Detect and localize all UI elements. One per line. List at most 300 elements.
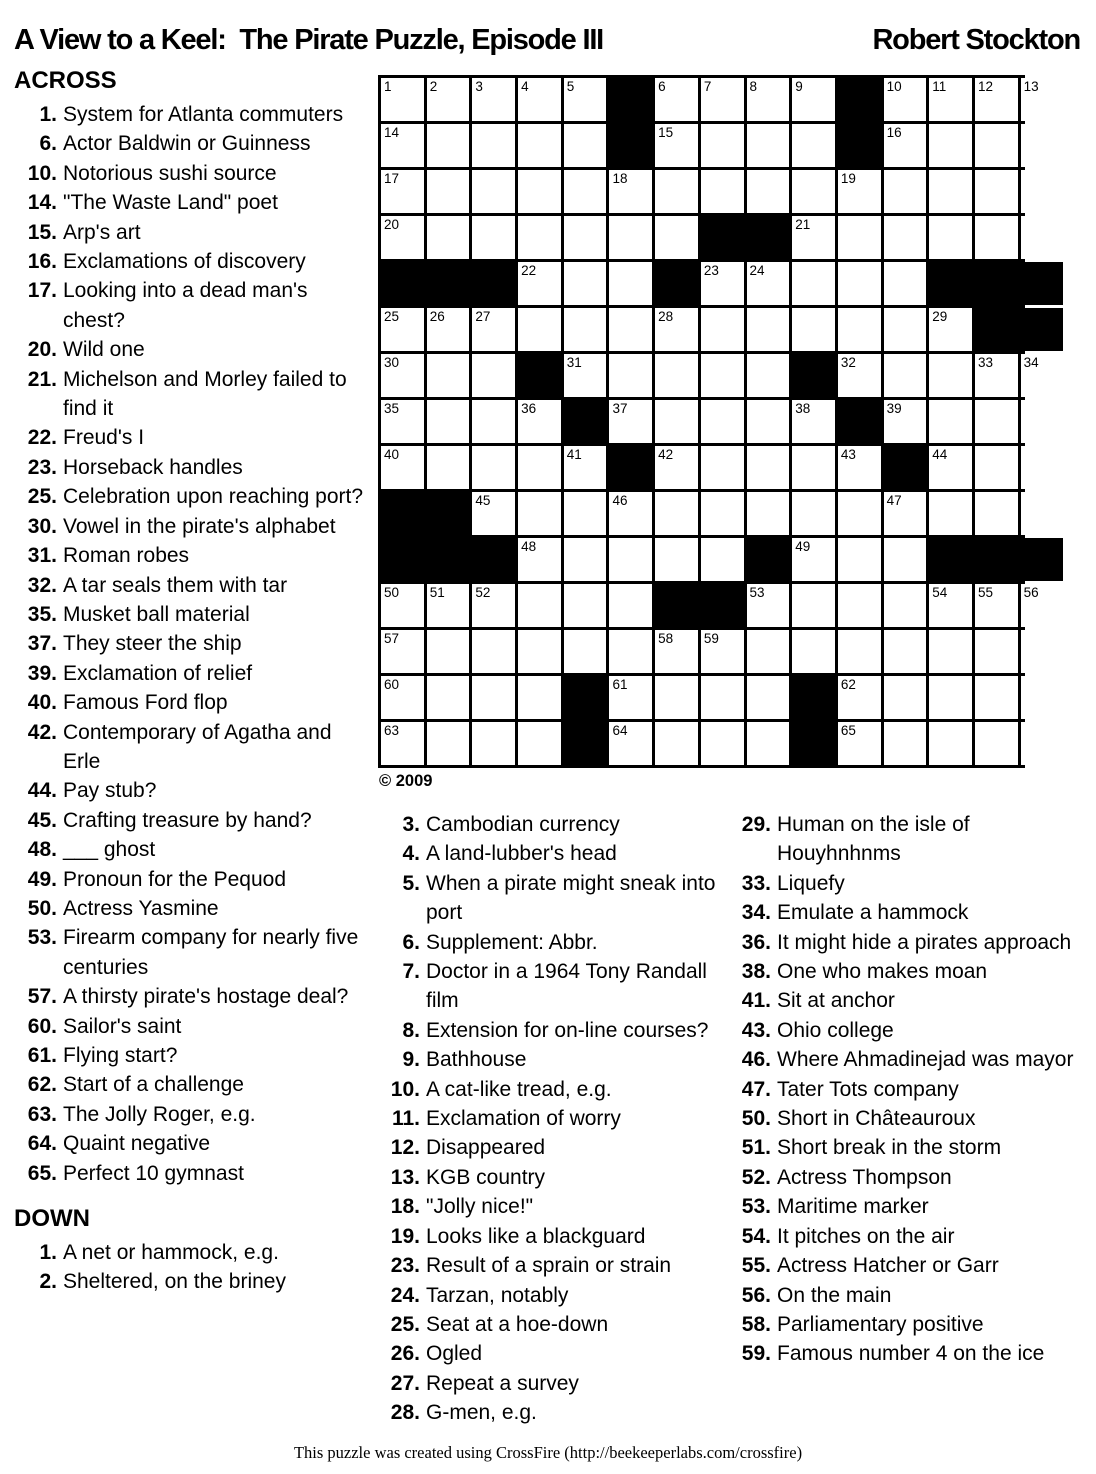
grid-cell bbox=[884, 124, 927, 167]
grid-cell-number: 33 bbox=[977, 355, 993, 370]
grid-cell bbox=[929, 400, 972, 443]
grid-cell-black bbox=[381, 492, 424, 535]
clue-number: 56. bbox=[741, 1283, 771, 1307]
grid-cell-black bbox=[564, 400, 607, 443]
grid-cell bbox=[975, 584, 1018, 627]
grid-cell bbox=[427, 78, 470, 121]
grid-cell bbox=[929, 630, 972, 673]
grid-cell bbox=[518, 584, 561, 627]
grid-cell-black bbox=[472, 262, 515, 305]
clue-number: 29. bbox=[741, 813, 771, 836]
grid-cell-number: 64 bbox=[612, 723, 628, 738]
clue-item bbox=[386, 1369, 718, 1398]
grid-cell bbox=[792, 170, 835, 213]
clue-text: Horseback handles bbox=[63, 455, 243, 479]
clue-text: Liquefy bbox=[777, 871, 845, 895]
grid-cell bbox=[518, 446, 561, 489]
clue-number: 60. bbox=[27, 1014, 57, 1038]
grid-cell bbox=[747, 170, 790, 213]
title-bar bbox=[14, 24, 1080, 57]
grid-cell bbox=[838, 722, 881, 765]
grid-cell bbox=[701, 354, 744, 397]
grid-cell bbox=[564, 584, 607, 627]
grid-cell bbox=[747, 78, 790, 121]
clue-text: Start of a challenge bbox=[63, 1073, 244, 1097]
grid-cell-black bbox=[564, 722, 607, 765]
clue-item bbox=[14, 100, 366, 129]
grid-cell bbox=[1021, 78, 1064, 121]
grid-cell bbox=[838, 492, 881, 535]
clue-item bbox=[14, 218, 366, 247]
clue-item bbox=[727, 898, 1083, 927]
grid-cell bbox=[1021, 354, 1064, 397]
grid-cell-number: 38 bbox=[795, 401, 811, 416]
clue-number: 31. bbox=[27, 544, 57, 568]
clue-number: 1. bbox=[39, 1241, 57, 1265]
grid-cell bbox=[472, 446, 515, 489]
clue-text: Famous number 4 on the ice bbox=[777, 1342, 1045, 1366]
grid-cell bbox=[975, 722, 1018, 765]
grid-cell bbox=[518, 722, 561, 765]
grid-cell bbox=[472, 216, 515, 259]
clue-item bbox=[386, 1192, 718, 1221]
clue-text: Extension for on-line courses? bbox=[426, 1018, 709, 1042]
clue-text: Actress Yasmine bbox=[63, 896, 219, 920]
clue-text: Short break in the storm bbox=[777, 1136, 1002, 1160]
clue-number: 59. bbox=[741, 1342, 771, 1366]
clue-number: 39. bbox=[27, 661, 57, 685]
grid-cell bbox=[884, 538, 927, 581]
crossword-grid bbox=[378, 75, 1039, 768]
grid-cell-number: 10 bbox=[886, 79, 902, 94]
grid-cell bbox=[838, 354, 881, 397]
clue-item bbox=[386, 1045, 718, 1074]
grid-cell bbox=[1021, 170, 1064, 213]
grid-cell bbox=[472, 78, 515, 121]
clue-text: Repeat a survey bbox=[426, 1371, 579, 1395]
grid-cell-number: 13 bbox=[1023, 79, 1039, 94]
clue-number: 3. bbox=[402, 813, 420, 836]
grid-cell bbox=[518, 400, 561, 443]
grid-cell bbox=[1021, 676, 1064, 719]
clue-number: 28. bbox=[390, 1401, 420, 1425]
grid-cell-black bbox=[747, 538, 790, 581]
grid-cell bbox=[655, 722, 698, 765]
clue-item bbox=[386, 839, 718, 868]
grid-cell bbox=[518, 170, 561, 213]
clue-text: Pronoun for the Pequod bbox=[63, 867, 287, 891]
clue-number: 20. bbox=[27, 338, 57, 362]
clue-item bbox=[14, 1041, 366, 1070]
grid-cell-number: 54 bbox=[932, 585, 948, 600]
grid-cell-black bbox=[792, 722, 835, 765]
grid-cell bbox=[427, 124, 470, 167]
clue-item bbox=[14, 365, 366, 424]
clue-item bbox=[727, 810, 1083, 869]
clue-number: 11. bbox=[391, 1107, 420, 1131]
grid-cell-number: 3 bbox=[475, 79, 483, 94]
clue-text: Sheltered, on the briney bbox=[63, 1270, 286, 1294]
clue-text: Celebration upon reaching port? bbox=[63, 485, 364, 509]
grid-cell bbox=[838, 630, 881, 673]
clue-item bbox=[14, 335, 366, 364]
grid-cell bbox=[929, 216, 972, 259]
grid-cell bbox=[747, 630, 790, 673]
grid-cell-black bbox=[1021, 262, 1064, 305]
grid-cell-black bbox=[792, 354, 835, 397]
clue-text: Ogled bbox=[426, 1342, 483, 1366]
clue-text: Arp's art bbox=[63, 220, 141, 244]
clue-text: Sit at anchor bbox=[777, 989, 895, 1013]
grid-cell bbox=[884, 584, 927, 627]
grid-cell bbox=[838, 216, 881, 259]
grid-cell bbox=[609, 722, 652, 765]
clue-item bbox=[727, 1339, 1083, 1368]
clue-text: Freud's I bbox=[63, 426, 145, 450]
clue-number: 22. bbox=[27, 426, 57, 450]
clue-text: Famous Ford flop bbox=[63, 691, 228, 715]
clue-number: 50. bbox=[27, 896, 57, 920]
clue-item bbox=[386, 957, 718, 1016]
grid-cell bbox=[975, 446, 1018, 489]
grid-cell bbox=[564, 354, 607, 397]
grid-cell-number: 51 bbox=[429, 585, 445, 600]
grid-cell-number: 36 bbox=[521, 401, 537, 416]
grid-cell bbox=[564, 170, 607, 213]
clue-item bbox=[14, 923, 366, 982]
clue-text: Where Ahmadinejad was mayor bbox=[777, 1048, 1074, 1072]
clue-item bbox=[386, 1398, 718, 1427]
grid-cell bbox=[701, 676, 744, 719]
grid-cell bbox=[747, 676, 790, 719]
clue-text: It might hide a pirates approach bbox=[777, 930, 1072, 954]
grid-cell-black bbox=[929, 262, 972, 305]
clue-number: 43. bbox=[741, 1018, 771, 1042]
grid-cell bbox=[472, 722, 515, 765]
clue-item bbox=[14, 982, 366, 1011]
grid-cell-number: 34 bbox=[1023, 355, 1039, 370]
grid-cell-number: 23 bbox=[703, 263, 719, 278]
grid-cell bbox=[655, 538, 698, 581]
grid-cell bbox=[1021, 584, 1064, 627]
grid-cell bbox=[1021, 492, 1064, 535]
clue-item bbox=[14, 188, 366, 217]
clue-text: Looks like a blackguard bbox=[426, 1224, 646, 1248]
grid-cell bbox=[884, 78, 927, 121]
clue-number: 1. bbox=[39, 103, 57, 126]
clue-item bbox=[14, 835, 366, 864]
clue-number: 21. bbox=[27, 367, 57, 391]
clue-item bbox=[386, 1310, 718, 1339]
grid-cell bbox=[427, 216, 470, 259]
clue-text: Seat at a hoe-down bbox=[426, 1312, 609, 1336]
grid-cell bbox=[518, 124, 561, 167]
copyright-notice: © 2009 bbox=[379, 772, 433, 790]
grid-cell bbox=[381, 170, 424, 213]
grid-cell bbox=[747, 124, 790, 167]
clue-item bbox=[386, 1104, 718, 1133]
grid-cell-number: 6 bbox=[658, 79, 666, 94]
grid-cell-number: 27 bbox=[475, 309, 491, 324]
grid-cell-number: 2 bbox=[429, 79, 438, 94]
clue-text: Human on the isle of Houyhnhnms bbox=[777, 813, 970, 866]
clue-number: 10. bbox=[27, 161, 57, 185]
clue-number: 49. bbox=[27, 867, 57, 891]
clue-number: 19. bbox=[390, 1224, 420, 1248]
grid-cell bbox=[381, 400, 424, 443]
clue-text: "The Waste Land" poet bbox=[63, 191, 278, 215]
clue-number: 9. bbox=[402, 1048, 420, 1072]
clue-item bbox=[386, 1075, 718, 1104]
clue-text: It pitches on the air bbox=[777, 1224, 955, 1248]
grid-cell bbox=[792, 630, 835, 673]
clue-item bbox=[727, 1192, 1083, 1221]
across-header: ACROSS bbox=[14, 67, 117, 94]
clue-text: Exclamations of discovery bbox=[63, 250, 306, 274]
grid-cell bbox=[427, 722, 470, 765]
clue-text: "Jolly nice!" bbox=[426, 1195, 534, 1219]
clue-number: 2. bbox=[39, 1270, 57, 1294]
clue-text: Roman robes bbox=[63, 544, 190, 568]
grid-cell bbox=[472, 630, 515, 673]
clue-item bbox=[14, 600, 366, 629]
grid-cell-number: 14 bbox=[384, 125, 400, 140]
grid-cell bbox=[929, 308, 972, 351]
clue-number: 7. bbox=[402, 960, 420, 984]
grid-cell bbox=[1021, 216, 1064, 259]
grid-cell-number: 18 bbox=[612, 171, 628, 186]
grid-cell bbox=[792, 262, 835, 305]
grid-cell-black bbox=[609, 124, 652, 167]
grid-cell-black bbox=[975, 538, 1018, 581]
grid-cell-black bbox=[701, 216, 744, 259]
grid-cell-number: 39 bbox=[886, 401, 902, 416]
clue-text: A thirsty pirate's hostage deal? bbox=[63, 985, 349, 1009]
grid-cell-number: 17 bbox=[384, 171, 400, 186]
grid-cell bbox=[701, 78, 744, 121]
clue-item bbox=[386, 1133, 718, 1162]
clue-item bbox=[14, 776, 366, 805]
grid-cell bbox=[381, 124, 424, 167]
clue-number: 34. bbox=[741, 901, 771, 925]
clue-text: One who makes moan bbox=[777, 960, 988, 984]
clue-number: 36. bbox=[741, 930, 771, 954]
grid-cell bbox=[427, 446, 470, 489]
grid-cell-number: 62 bbox=[840, 677, 856, 692]
grid-cell bbox=[655, 354, 698, 397]
grid-cell bbox=[838, 538, 881, 581]
clue-number: 13. bbox=[390, 1165, 420, 1189]
clue-number: 6. bbox=[39, 132, 57, 156]
grid-cell bbox=[564, 630, 607, 673]
grid-cell bbox=[655, 124, 698, 167]
clue-text: KGB country bbox=[426, 1165, 546, 1189]
grid-cell bbox=[747, 354, 790, 397]
grid-cell-number: 9 bbox=[795, 79, 803, 94]
grid-cell bbox=[655, 492, 698, 535]
grid-cell bbox=[655, 630, 698, 673]
grid-cell bbox=[701, 538, 744, 581]
grid-cell bbox=[609, 354, 652, 397]
grid-cell bbox=[701, 446, 744, 489]
grid-cell-number: 59 bbox=[703, 631, 719, 646]
clue-number: 23. bbox=[390, 1254, 420, 1278]
clue-text: Result of a sprain or strain bbox=[426, 1254, 672, 1278]
clue-number: 54. bbox=[741, 1224, 771, 1248]
grid-cell bbox=[701, 170, 744, 213]
clue-item bbox=[386, 869, 718, 928]
grid-cell bbox=[518, 308, 561, 351]
grid-cell bbox=[472, 124, 515, 167]
grid-cell bbox=[564, 446, 607, 489]
grid-cell-number: 65 bbox=[840, 723, 856, 738]
clue-text: Sailor's saint bbox=[63, 1014, 182, 1038]
clue-item bbox=[14, 1267, 366, 1296]
grid-cell-number: 56 bbox=[1023, 585, 1039, 600]
grid-cell-black bbox=[838, 78, 881, 121]
clue-item bbox=[727, 869, 1083, 898]
clue-text: A net or hammock, e.g. bbox=[63, 1241, 279, 1265]
clue-text: Supplement: Abbr. bbox=[426, 930, 598, 954]
grid-cell bbox=[609, 216, 652, 259]
grid-cell-number: 45 bbox=[475, 493, 491, 508]
clue-item bbox=[727, 1163, 1083, 1192]
grid-cell bbox=[427, 354, 470, 397]
clue-item bbox=[14, 1238, 366, 1267]
clue-item bbox=[386, 1281, 718, 1310]
grid-cell-black bbox=[472, 538, 515, 581]
grid-cell-number: 31 bbox=[566, 355, 582, 370]
grid-cell-number: 55 bbox=[977, 585, 993, 600]
grid-cell bbox=[701, 124, 744, 167]
grid-cell bbox=[975, 492, 1018, 535]
clue-item bbox=[14, 1070, 366, 1099]
grid-cell-number: 63 bbox=[384, 723, 400, 738]
clue-text: Flying start? bbox=[63, 1044, 178, 1067]
grid-cell-black bbox=[701, 584, 744, 627]
grid-cell-number: 11 bbox=[932, 79, 947, 94]
clue-number: 41. bbox=[741, 989, 771, 1013]
clue-text: Disappeared bbox=[426, 1136, 546, 1160]
grid-cell bbox=[427, 676, 470, 719]
grid-cell-black bbox=[838, 400, 881, 443]
clue-number: 16. bbox=[27, 250, 57, 274]
grid-cell bbox=[1021, 630, 1064, 673]
grid-cell bbox=[655, 446, 698, 489]
grid-cell-black bbox=[609, 78, 652, 121]
clue-number: 15. bbox=[27, 220, 57, 244]
grid-cell-number: 5 bbox=[566, 79, 575, 94]
grid-cell bbox=[609, 630, 652, 673]
clue-number: 35. bbox=[27, 602, 57, 626]
clue-text: Actor Baldwin or Guinness bbox=[63, 132, 311, 156]
clue-text: They steer the ship bbox=[63, 632, 242, 656]
grid-cell bbox=[381, 78, 424, 121]
down-clue-column-3 bbox=[727, 806, 1083, 1369]
grid-cell bbox=[609, 308, 652, 351]
clue-text: Notorious sushi source bbox=[63, 161, 277, 185]
grid-cell-number: 30 bbox=[384, 355, 400, 370]
clue-text: ___ ghost bbox=[63, 838, 156, 862]
clue-text: When a pirate might sneak into port bbox=[426, 871, 716, 925]
grid-cell bbox=[747, 262, 790, 305]
grid-cell bbox=[1021, 446, 1064, 489]
grid-cell bbox=[792, 446, 835, 489]
grid-cell bbox=[975, 124, 1018, 167]
grid-cell bbox=[472, 584, 515, 627]
grid-cell bbox=[975, 676, 1018, 719]
grid-cell-number: 7 bbox=[703, 79, 712, 94]
grid-cell-black bbox=[655, 584, 698, 627]
grid-cell bbox=[518, 262, 561, 305]
grid-cell-number: 60 bbox=[384, 677, 400, 692]
puzzle-title: A View to a Keel: The Pirate Puzzle, Episode III bbox=[14, 24, 604, 56]
grid-cell bbox=[792, 308, 835, 351]
clue-number: 23. bbox=[27, 455, 57, 479]
grid-cell bbox=[884, 492, 927, 535]
clue-item bbox=[727, 1222, 1083, 1251]
grid-cell-black bbox=[518, 354, 561, 397]
grid-cell-number: 32 bbox=[840, 355, 856, 370]
grid-cell bbox=[975, 216, 1018, 259]
grid-cell-number: 46 bbox=[612, 493, 628, 508]
grid-cell bbox=[655, 78, 698, 121]
grid-cell bbox=[929, 78, 972, 121]
grid-cell-number: 20 bbox=[384, 217, 400, 232]
grid-cell bbox=[564, 538, 607, 581]
clue-text: Maritime marker bbox=[777, 1195, 929, 1219]
clue-number: 14. bbox=[27, 191, 57, 215]
clue-text: A tar seals them with tar bbox=[63, 573, 288, 597]
clue-text: Actress Hatcher or Garr bbox=[777, 1254, 999, 1278]
down-header: DOWN bbox=[14, 1205, 90, 1233]
clue-text: Michelson and Morley failed to find it bbox=[63, 367, 347, 421]
grid-cell-number: 35 bbox=[384, 401, 400, 416]
clue-number: 18. bbox=[390, 1195, 420, 1219]
grid-cell-black bbox=[975, 308, 1018, 351]
grid-cell-black bbox=[747, 216, 790, 259]
grid-cell bbox=[518, 630, 561, 673]
grid-cell bbox=[655, 308, 698, 351]
clue-number: 57. bbox=[27, 985, 57, 1009]
grid-cell bbox=[655, 216, 698, 259]
clue-item bbox=[386, 928, 718, 957]
grid-cell-black bbox=[792, 676, 835, 719]
grid-cell-black bbox=[884, 446, 927, 489]
grid-cell bbox=[472, 492, 515, 535]
clue-number: 65. bbox=[27, 1161, 57, 1185]
grid-cell bbox=[564, 124, 607, 167]
grid-cell bbox=[518, 216, 561, 259]
clue-item bbox=[14, 1159, 366, 1188]
grid-cell bbox=[701, 630, 744, 673]
grid-cell bbox=[381, 722, 424, 765]
grid-cell bbox=[701, 492, 744, 535]
clue-text: Bathhouse bbox=[426, 1048, 527, 1072]
clue-number: 58. bbox=[741, 1312, 771, 1336]
clue-item bbox=[386, 1016, 718, 1045]
clue-item bbox=[14, 541, 366, 570]
grid-cell bbox=[792, 584, 835, 627]
clue-number: 6. bbox=[402, 930, 420, 954]
grid-cell-black bbox=[838, 124, 881, 167]
grid-cell-black bbox=[1021, 308, 1064, 351]
grid-cell bbox=[609, 538, 652, 581]
clue-text: Exclamation of relief bbox=[63, 661, 253, 685]
clue-number: 53. bbox=[27, 926, 57, 950]
clue-text: System for Atlanta commuters bbox=[63, 103, 344, 126]
grid-cell bbox=[609, 584, 652, 627]
